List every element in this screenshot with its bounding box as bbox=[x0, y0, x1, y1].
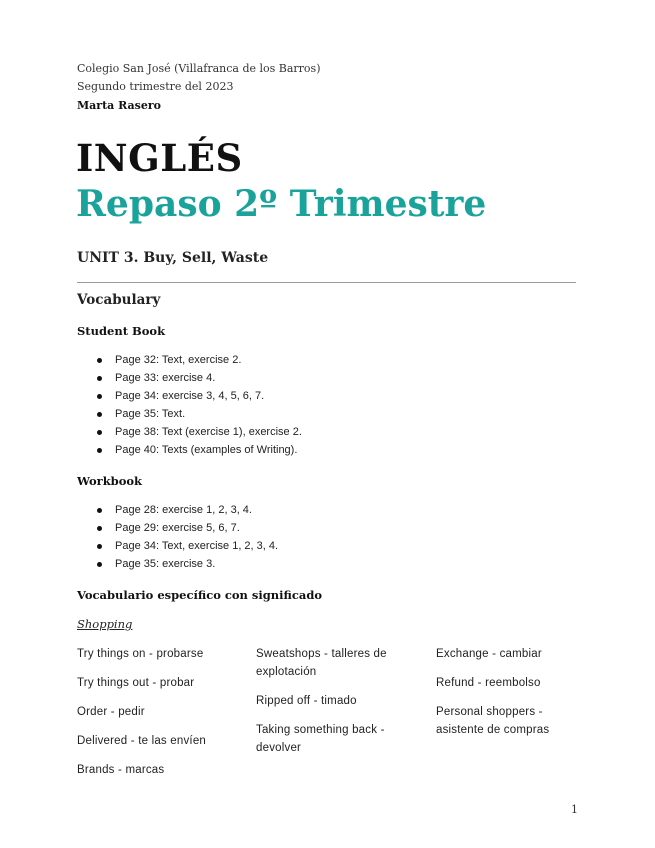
list-item-text: Page 34: Text, exercise 1, 2, 3, 4. bbox=[115, 540, 279, 552]
list-item bbox=[97, 423, 302, 441]
workbook-list bbox=[97, 501, 278, 573]
bullet-icon bbox=[97, 412, 102, 417]
vocab-item: Order - pedir bbox=[77, 706, 145, 718]
list-item bbox=[97, 351, 302, 369]
list-item-text: Page 29: exercise 5, 6, 7. bbox=[115, 522, 240, 534]
vocab-item: Personal shoppers - asistente de compras bbox=[436, 706, 550, 736]
vocab-column-1 bbox=[77, 645, 247, 790]
vocab-item: Refund - reembolso bbox=[436, 677, 541, 689]
bullet-icon bbox=[97, 430, 102, 435]
author-name: Marta Rasero bbox=[77, 99, 161, 112]
bullet-icon bbox=[97, 562, 102, 567]
list-item-text: Page 35: exercise 3. bbox=[115, 558, 216, 570]
page-title: INGLÉS bbox=[76, 136, 243, 180]
list-item bbox=[97, 501, 278, 519]
list-item-text: Page 34: exercise 3, 4, 5, 6, 7. bbox=[115, 390, 265, 402]
list-item-text: Page 33: exercise 4. bbox=[115, 372, 216, 384]
vocab-specific-heading: Vocabulario específico con significado bbox=[77, 588, 323, 602]
horizontal-divider bbox=[77, 282, 576, 283]
page-subtitle: Repaso 2º Trimestre bbox=[76, 183, 487, 225]
section-heading-vocabulary: Vocabulary bbox=[77, 292, 161, 308]
bullet-icon bbox=[97, 508, 102, 513]
category-shopping-label: Shopping bbox=[77, 617, 133, 631]
list-item-text: Page 40: Texts (examples of Writing). bbox=[115, 444, 298, 456]
vocab-item: Try things on - probarse bbox=[77, 648, 204, 660]
list-item-text: Page 35: Text. bbox=[115, 408, 186, 420]
list-item bbox=[97, 387, 302, 405]
list-item-text: Page 32: Text, exercise 2. bbox=[115, 354, 242, 366]
list-item-text: Page 28: exercise 1, 2, 3, 4. bbox=[115, 504, 252, 516]
bullet-icon bbox=[97, 526, 102, 531]
vocab-item: Delivered - te las envíen bbox=[77, 735, 207, 747]
list-item-text: Page 38: Text (exercise 1), exercise 2. bbox=[115, 426, 302, 438]
list-item bbox=[97, 537, 278, 555]
bullet-icon bbox=[97, 544, 102, 549]
vocab-item: Ripped off - timado bbox=[256, 695, 357, 707]
student-book-heading: Student Book bbox=[77, 324, 166, 338]
bullet-icon bbox=[97, 376, 102, 381]
list-item bbox=[97, 441, 302, 459]
bullet-icon bbox=[97, 358, 102, 363]
vocab-item: Try things out - probar bbox=[77, 677, 195, 689]
term-label: Segundo trimestre del 2023 bbox=[77, 80, 234, 93]
school-name: Colegio San José (Villafranca de los Barros) bbox=[77, 62, 321, 75]
list-item bbox=[97, 369, 302, 387]
workbook-heading: Workbook bbox=[77, 474, 143, 488]
list-item bbox=[97, 555, 278, 573]
vocab-column-2 bbox=[256, 645, 426, 768]
unit-heading: UNIT 3. Buy, Sell, Waste bbox=[77, 250, 269, 266]
vocab-item: Taking something back - devolver bbox=[256, 724, 385, 754]
list-item bbox=[97, 519, 278, 537]
bullet-icon bbox=[97, 394, 102, 399]
page-number: 1 bbox=[571, 803, 578, 816]
vocab-item: Exchange - cambiar bbox=[436, 648, 542, 660]
list-item bbox=[97, 405, 302, 423]
vocab-item: Sweatshops - talleres de explotación bbox=[256, 648, 387, 678]
student-book-list bbox=[97, 351, 302, 459]
bullet-icon bbox=[97, 448, 102, 453]
vocab-column-3 bbox=[436, 645, 586, 750]
vocab-item: Brands - marcas bbox=[77, 764, 165, 776]
